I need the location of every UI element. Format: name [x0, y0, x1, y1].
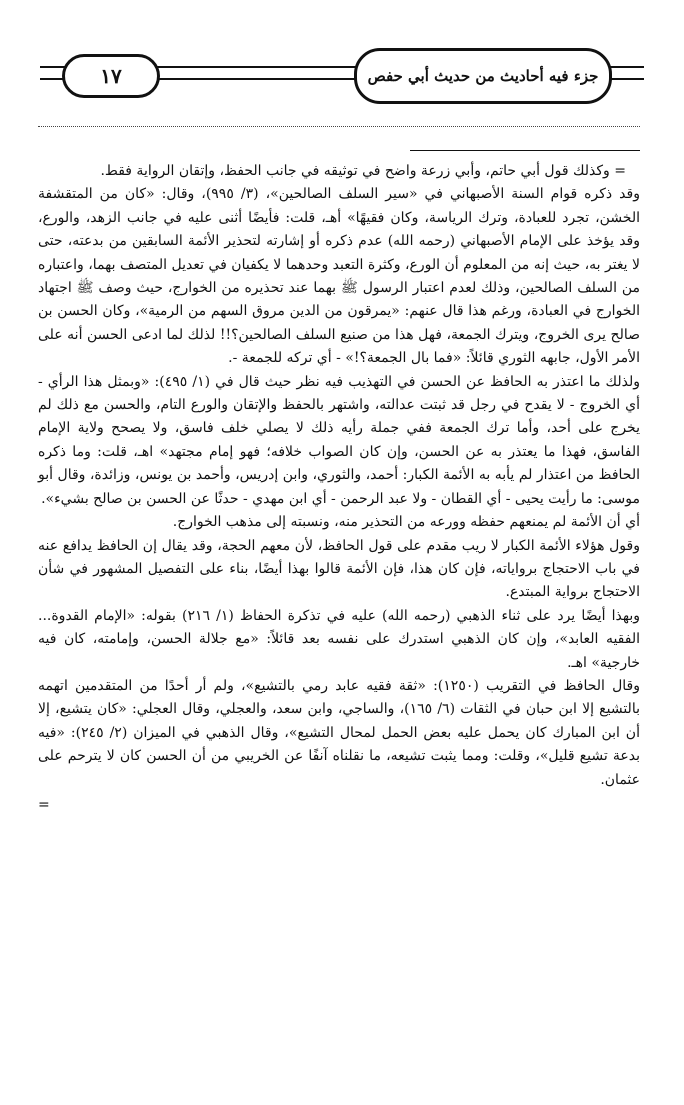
footnote-text	[38, 160, 640, 817]
footnote-rule	[410, 150, 640, 151]
paragraph: ولذلك ما اعتذر به الحافظ عن الحسن في التهذيب فيه نظر حيث قال في (١/ ٤٩٥): «وبمثل هذا الرأي - أي الخروج - لا يقدح في رجل قد ثبتت عدالته، واشتهر بالحفظ والإتقان والورع التام، والحسن مع ذلك لم يخرج على أحد، وأما ترك الجمعة ففي جملة رأيه ذلك لا يصلي خلف فاسق، ولا يصحح ولاية الإمام الفاسق، فهذا ما يعتذر به عن الحسن، وإن كان الصواب خلافه؛ فهو إمام مجتهد» اهـ، قلت: وما ذكره الحافظ من اعتذار لم يأبه به الأئمة الكبار: أحمد، والثوري، وابن إدريس، وأحمد بن يونس، وزائدة، وقال أبو موسى: ما رأيت يحيى - أي القطان - ولا عبد الرحمن - أي ابن مهدي - حدثًا عن الحسن بن صالح بشيء».	[38, 373, 640, 507]
running-title: جزء فيه أحاديث من حديث أبي حفص	[354, 48, 612, 104]
paragraph: وقال الحافظ في التقريب (١٢٥٠): «ثقة فقيه عابد رمي بالتشيع»، ولم أر أحدًا من المتقدمين اتهمه بالتشيع إلا ابن حبان في الثقات (٦/ ١٦٥)، والساجي، وابن سعد، والعجلي، وقال العجلي: «كان يتشيع، إلا أن ابن المبارك كان يحمل عليه بعض الحمل لمحال التشيع»، وقال الذهبي في الميزان (٢/ ٢٤٥): «فيه بدعة تشيع قليل»، وقلت: ومما يثبت تشيعه، ما نقلناه آنفًا عن الخريبي من أن الحسن كان لا يترحم على عثمان.	[38, 677, 640, 788]
page-header	[40, 48, 644, 100]
page-number: ١٧	[62, 54, 160, 98]
paragraph: أي أن الأئمة لم يمنعهم حفظه وورعه من التحذير منه، ونسبته إلى مذهب الخوارج.	[172, 514, 640, 531]
dotted-separator	[38, 126, 640, 127]
paragraph: وقول هؤلاء الأئمة الكبار لا ريب مقدم على قول الحافظ، لأن معهم الحجة، وقد يقال إن الحافظ يدافع عنه في باب الاحتجاج برواياته، فإن كان هذا، فإن الأئمة قالوا بهذا أيضًا، بناء على التفصيل المشهور في شأن الاحتجاج برواية المبتدع.	[38, 537, 640, 601]
continuation-mark: =	[38, 796, 50, 813]
paragraph: وقد ذكره قوام السنة الأصبهاني في «سير السلف الصالحين»، (٣/ ٩٩٥)، وقال: «كان من المتقشفة الخشن، تجرد للعبادة، وترك الرياسة، وكان فقيهًا» أهـ، قلت: فأيضًا أثنى عليه في جانب الزهد، والورع، وقد يؤخذ على الإمام الأصبهاني (رحمه الله) عدم ذكره أو إشارته لتحذير الأئمة السابقين من بدعته، حتى لا يغتر به، حيث إنه من المعلوم أن الورع، وكثرة التعبد وحدهما لا يكفيان في تعديل المتصف بهما، واعتباره من السلف الصالحين، وذلك لعدم اعتبار الرسول ﷺ بهما عند تحذيره من الخوارج، حيث وصف ﷺ اجتهاد الخوارج في العبادة، ورغم هذا قال عنهم: «يمرقون من الدين مروق السهم من الرمية»، وكان الحسن بن صالح يرى الخروج، ويترك الجمعة، فهل هذا من صنيع السلف الصالحين؟!! لذلك لما ادعى الحسن أنه على الأمر الأول، جابهه الثوري قائلاً: «فما بال الجمعة؟!» - أي تركه للجمعة -.	[38, 186, 640, 367]
paragraph: = وكذلك قول أبي حاتم، وأبي زرعة واضح في توثيقه في جانب الحفظ، وإتقان الرواية فقط.	[100, 163, 626, 179]
paragraph: وبهذا أيضًا يرد على ثناء الذهبي (رحمه الله) عليه في تذكرة الحفاظ (١/ ٢١٦) بقوله: «الإمام القدوة... الفقيه العابد»، وإن كان الذهبي استدرك على نفسه بعد قائلاً: «مع جلالة الحسن، وإمامته، كان فيه خارجية» اهـ.	[38, 607, 640, 671]
